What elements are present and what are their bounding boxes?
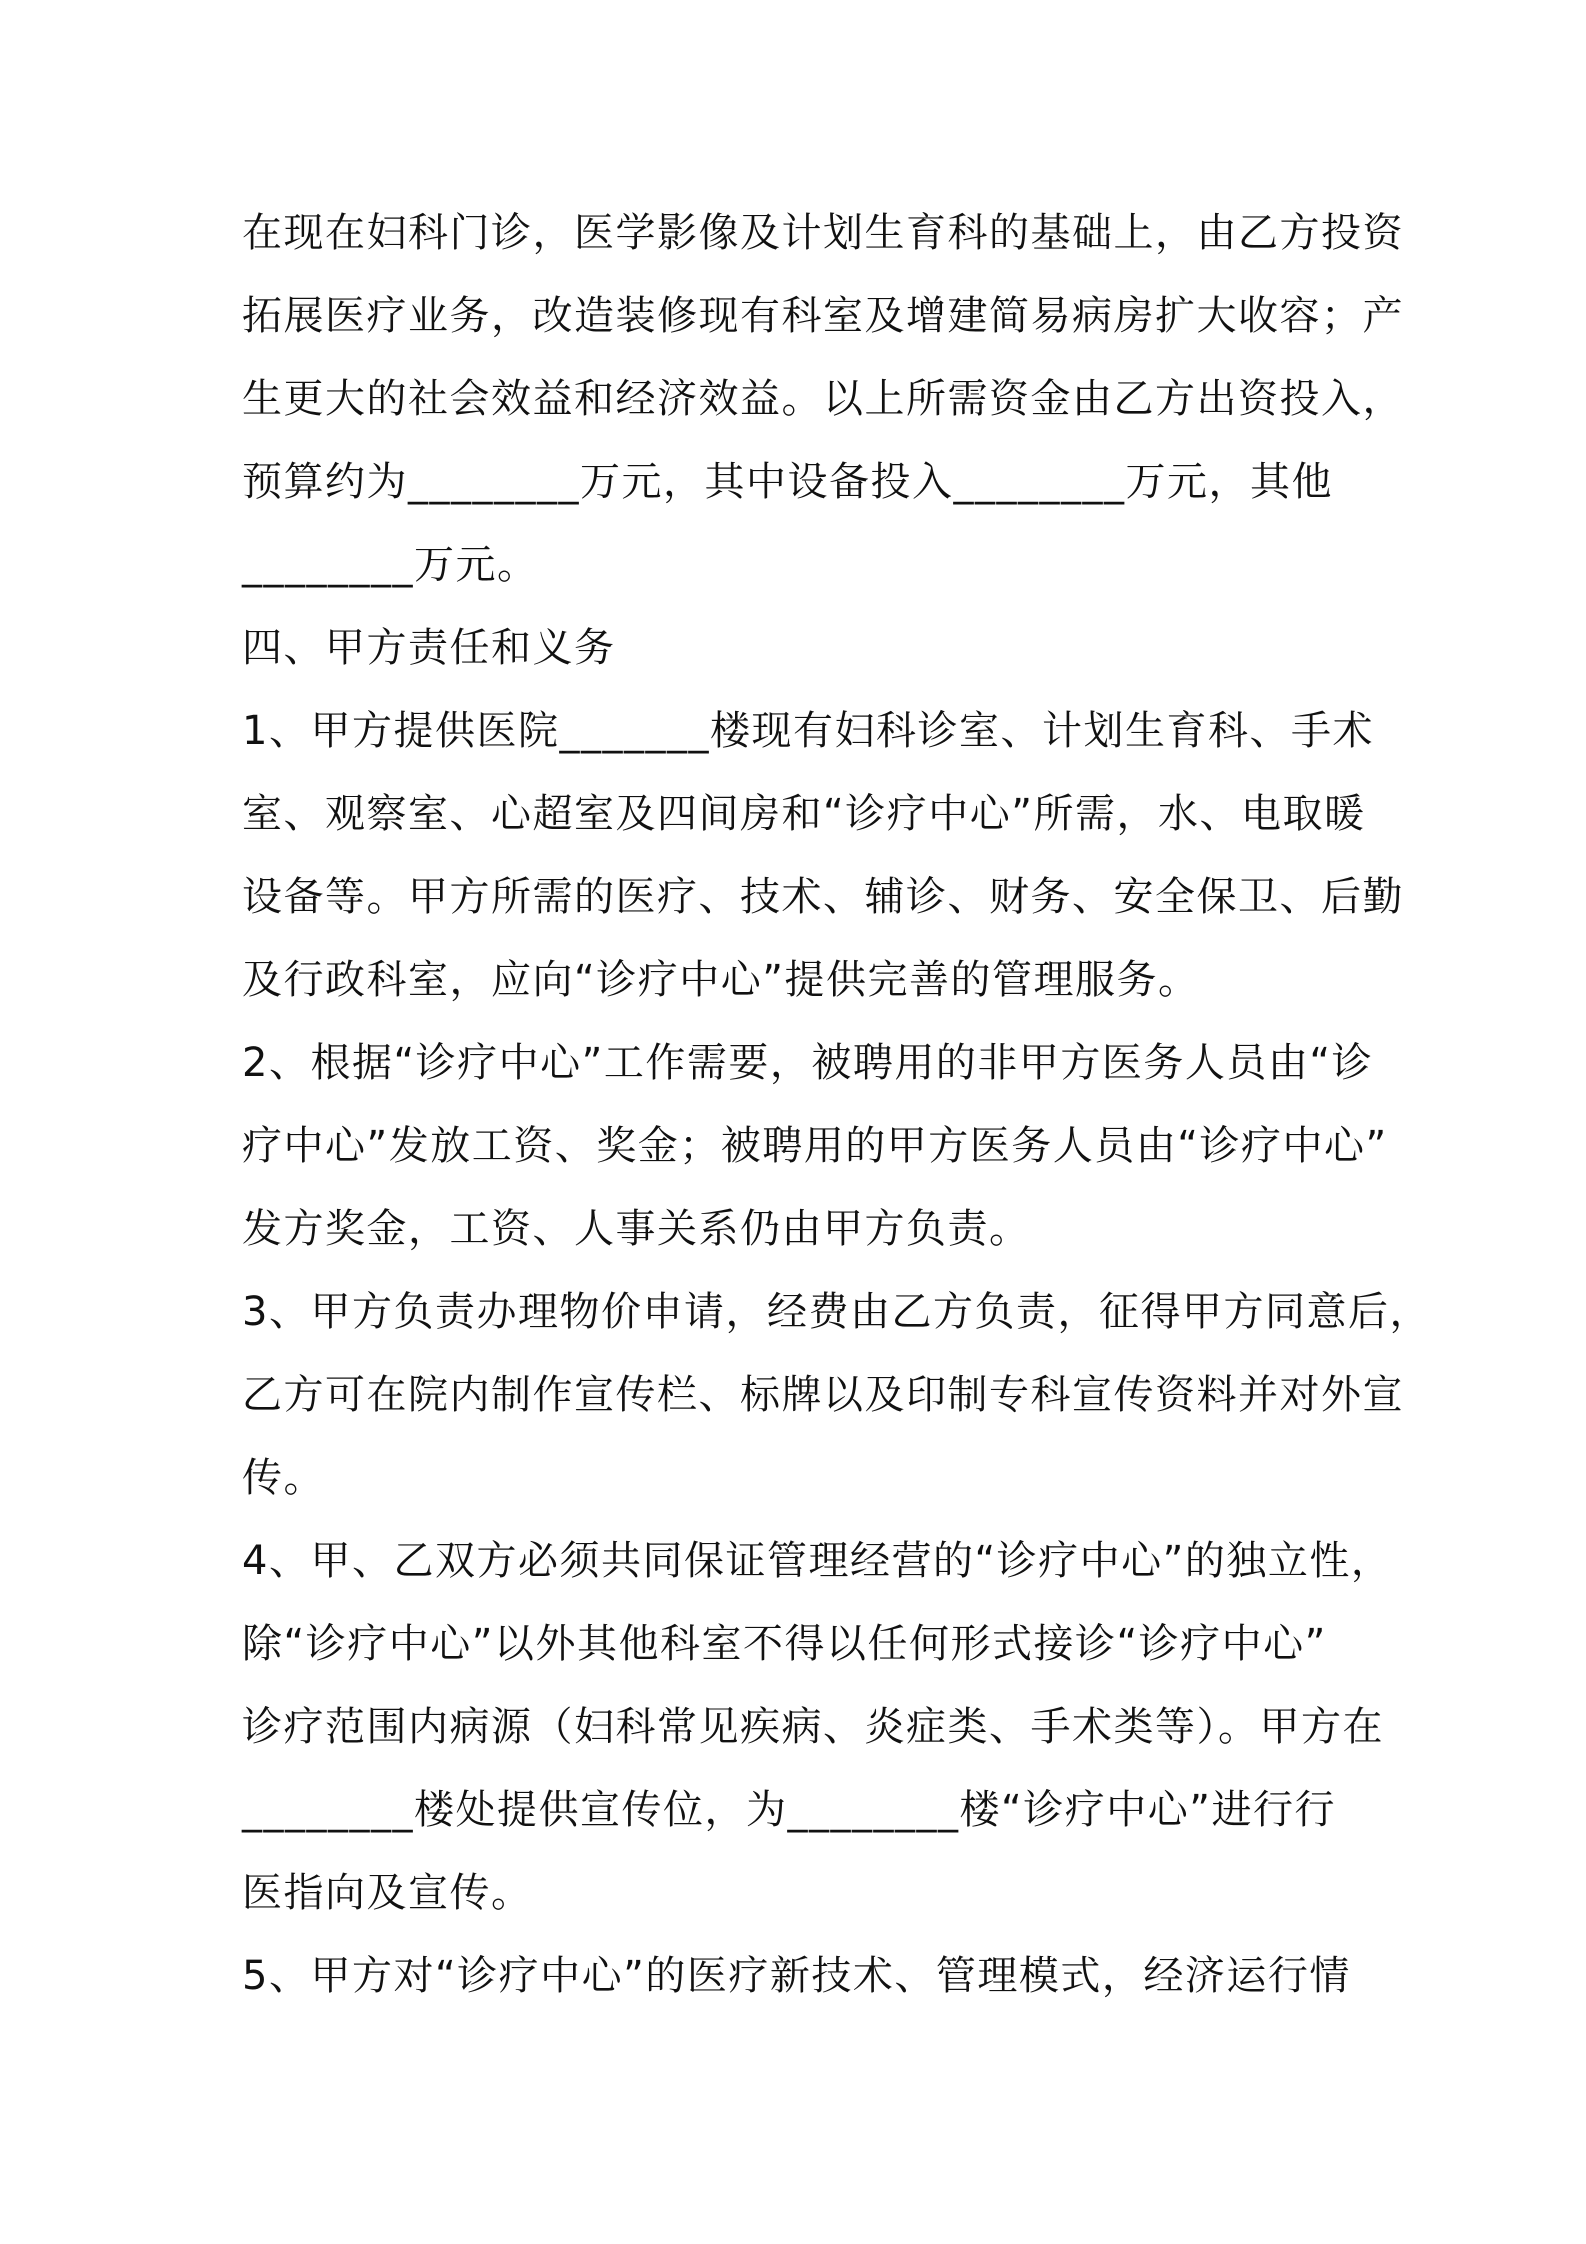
text-line: 室、观察室、心超室及四间房和“诊疗中心”所需，水、电取暖 bbox=[242, 791, 1366, 837]
text-line: 预算约为________万元，其中设备投入________万元，其他 bbox=[242, 459, 1333, 505]
text-line: ________楼处提供宣传位，为________楼“诊疗中心”进行行 bbox=[242, 1787, 1336, 1833]
text-line: 医指向及宣传。 bbox=[242, 1870, 533, 1916]
text-line: 传。 bbox=[242, 1455, 325, 1501]
text-line: 疗中心”发放工资、奖金；被聘用的甲方医务人员由“诊疗中心” bbox=[242, 1123, 1388, 1169]
text-line: 设备等。甲方所需的医疗、技术、辅诊、财务、安全保卫、后勤 bbox=[242, 874, 1404, 920]
section-heading: 四、甲方责任和义务 bbox=[242, 625, 616, 671]
document-body bbox=[242, 192, 1431, 2018]
text-line: 生更大的社会效益和经济效益。以上所需资金由乙方出资投入， bbox=[242, 376, 1404, 422]
text-line: 1、甲方提供医院_______楼现有妇科诊室、计划生育科、手术 bbox=[242, 708, 1374, 754]
text-line: 诊疗范围内病源（妇科常见疾病、炎症类、手术类等）。甲方在 bbox=[242, 1704, 1384, 1750]
text-line: 及行政科室，应向“诊疗中心”提供完善的管理服务。 bbox=[242, 957, 1200, 1003]
text-line: 4、甲、乙双方必须共同保证管理经营的“诊疗中心”的独立性， bbox=[242, 1538, 1393, 1584]
text-line: 除“诊疗中心”以外其他科室不得以任何形式接诊“诊疗中心” bbox=[242, 1621, 1327, 1667]
text-line: 在现在妇科门诊，医学影像及计划生育科的基础上，由乙方投资 bbox=[242, 210, 1404, 256]
text-line: 乙方可在院内制作宣传栏、标牌以及印制专科宣传资料并对外宣 bbox=[242, 1372, 1404, 1418]
text-line: 拓展医疗业务，改造装修现有科室及增建简易病房扩大收容；产 bbox=[242, 293, 1404, 339]
text-line: ________万元。 bbox=[242, 542, 539, 588]
text-line: 2、根据“诊疗中心”工作需要，被聘用的非甲方医务人员由“诊 bbox=[242, 1040, 1374, 1086]
text-line: 3、甲方负责办理物价申请，经费由乙方负责，征得甲方同意后， bbox=[242, 1289, 1431, 1335]
text-line: 5、甲方对“诊疗中心”的医疗新技术、管理模式，经济运行情 bbox=[242, 1953, 1351, 1999]
text-line: 发方奖金，工资、人事关系仍由甲方负责。 bbox=[242, 1206, 1031, 1252]
